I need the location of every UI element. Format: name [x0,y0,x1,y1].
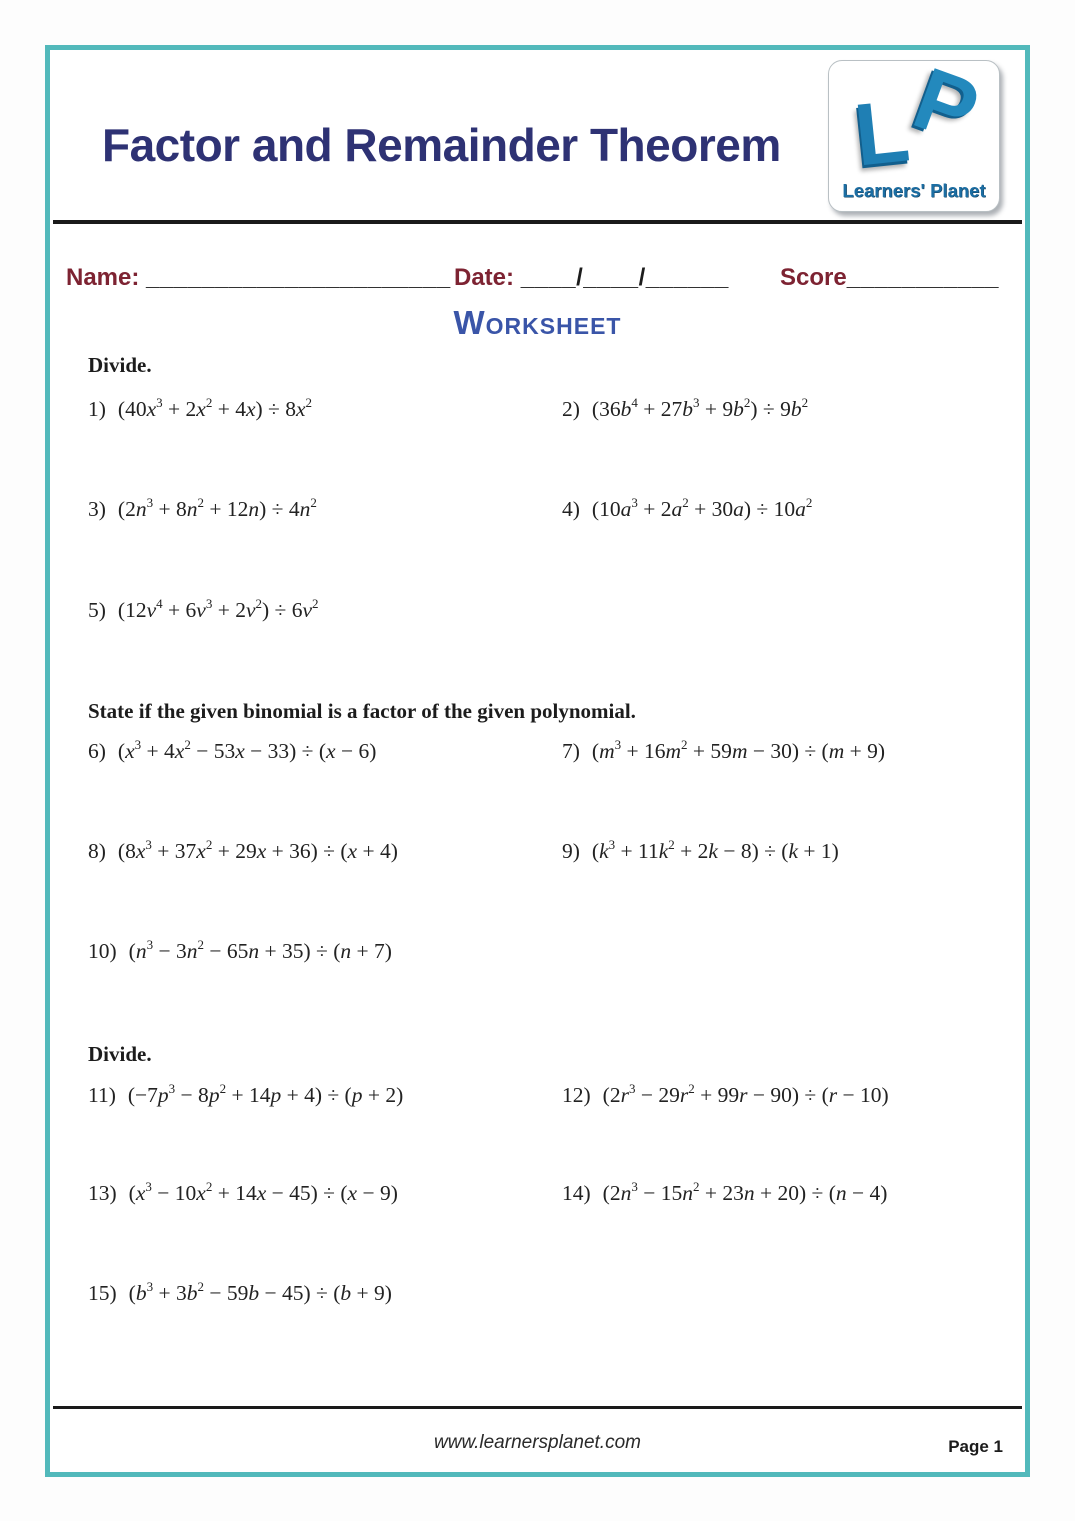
problem-number: 14) [562,1181,591,1206]
problem-number: 10) [88,939,117,964]
problem-11 [88,1082,403,1108]
problem-number: 9) [562,839,580,864]
section-1-instruction: Divide. [88,353,152,377]
logo-letter-l-icon: L [849,80,914,185]
problem-expression: $(k^3 + 11k^2 + 2k - 8) \div (k + 1)$ [591,837,839,864]
date-label: Date: [454,264,515,291]
problem-expression: $(2n^3 + 8n^2 + 12n) \div 4n^2$ [117,495,317,522]
section-2-instruction: State if the given binomial is a factor of the given polynomial. [88,699,636,723]
problem-expression: $(n^3 - 3n^2 - 65n + 35) \div (n + 7)$ [128,937,392,964]
problem-13 [88,1180,398,1206]
brand-name: Learners' Planet [842,180,986,201]
problem-2 [562,396,808,422]
problem-1 [88,396,312,422]
problem-number: 5) [88,598,106,623]
problem-7 [562,738,885,764]
page-number: Page 1 [948,1437,1003,1456]
problem-3 [88,496,317,522]
problem-number: 12) [562,1083,591,1108]
section-3-instruction: Divide. [88,1042,152,1066]
problem-expression: $(10a^3 + 2a^2 + 30a) \div 10a^2$ [591,495,813,522]
page-title: Factor and Remainder Theorem [102,119,781,171]
name-field [66,264,451,292]
problem-9 [562,838,839,864]
date-field [454,264,729,292]
score-blank-line: ___________ [846,264,1000,291]
problem-6 [88,738,376,764]
website-url: www.learnersplanet.com [434,1432,641,1453]
problem-expression: $(x^3 - 10x^2 + 14x - 45) \div (x - 9)$ [128,1179,398,1206]
problem-expression: $(m^3 + 16m^2 + 59m - 30) \div (m + 9)$ [591,737,886,764]
problem-expression: $(2n^3 - 15n^2 + 23n + 20) \div (n - 4)$ [602,1179,888,1206]
problem-10 [88,938,392,964]
problem-expression: $(x^3 + 4x^2 - 53x - 33) \div (x - 6)$ [117,737,377,764]
problem-number: 11) [88,1083,116,1108]
problem-4 [562,496,812,522]
problem-expression: $(-7p^3 - 8p^2 + 14p + 4) \div (p + 2)$ [127,1081,404,1108]
footer-divider [53,1406,1022,1409]
problem-12 [562,1082,889,1108]
problem-expression: $(36b^4 + 27b^3 + 9b^2) \div 9b^2$ [591,395,809,422]
worksheet-sheet [45,45,1030,1477]
problem-15 [88,1280,392,1306]
worksheet-heading: Worksheet [453,304,622,341]
problem-8 [88,838,398,864]
problem-number: 2) [562,397,580,422]
name-blank-line: ______________________ [146,264,451,291]
brand-logo [828,47,1000,212]
problem-number: 13) [88,1181,117,1206]
date-blank-line: ____/____/______ [520,264,729,291]
problem-expression: $(12v^4 + 6v^3 + 2v^2) \div 6v^2$ [117,596,319,623]
problem-number: 3) [88,497,106,522]
problem-number: 15) [88,1281,117,1306]
score-label: Score [780,264,847,291]
logo-letter-p-icon: P [902,47,992,162]
problem-number: 6) [88,739,106,764]
problem-expression: $(b^3 + 3b^2 - 59b - 45) \div (b + 9)$ [128,1279,392,1306]
problem-number: 1) [88,397,106,422]
problem-number: 4) [562,497,580,522]
problem-number: 7) [562,739,580,764]
header-divider [53,220,1022,224]
problem-expression: $(2r^3 - 29r^2 + 99r - 90) \div (r - 10)$ [602,1081,889,1108]
problem-expression: $(40x^3 + 2x^2 + 4x) \div 8x^2$ [117,395,313,422]
name-label: Name: [66,264,140,291]
problem-expression: $(8x^3 + 37x^2 + 29x + 36) \div (x + 4)$ [117,837,398,864]
score-field [780,264,999,292]
problem-14 [562,1180,887,1206]
problem-5 [88,597,319,623]
problem-number: 8) [88,839,106,864]
